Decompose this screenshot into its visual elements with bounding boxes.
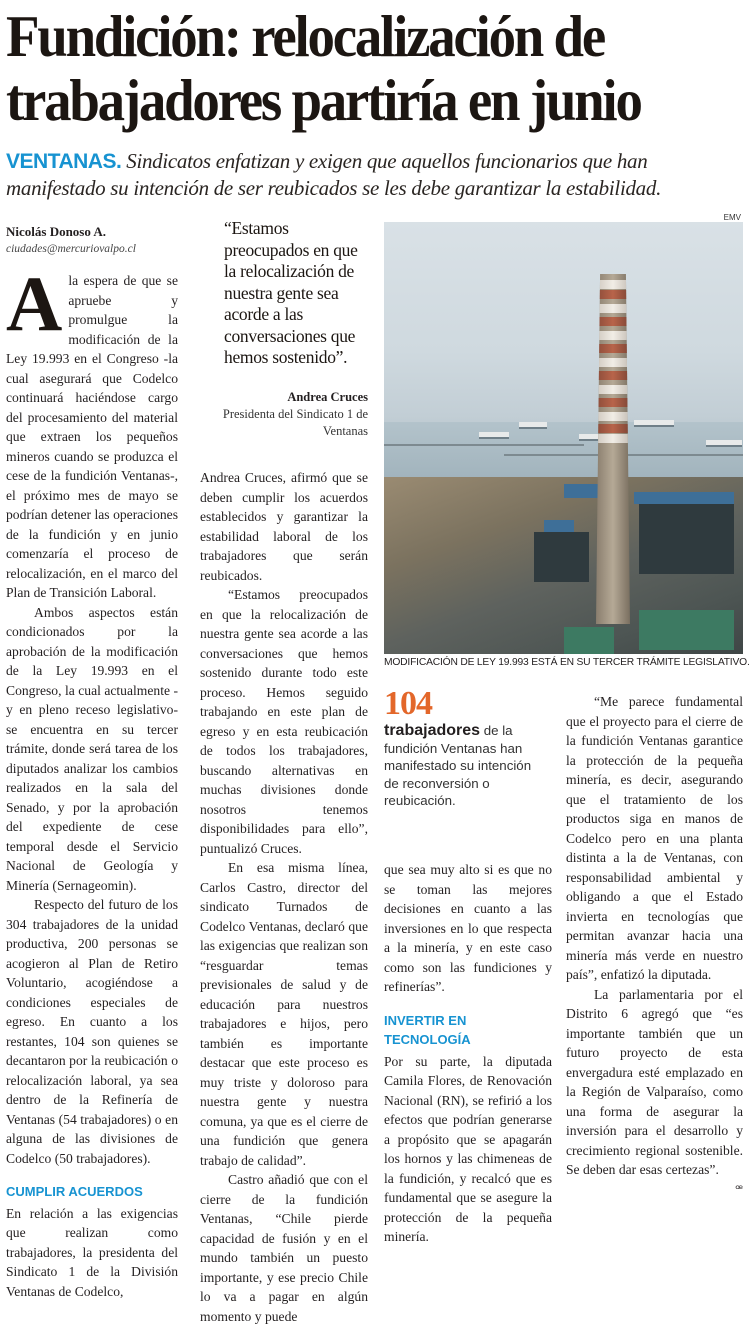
column-1: [6, 223, 178, 1301]
deck-text: Sindicatos enfatizan y exigen que aquellos funcionarios que han manifestado su intención de ser reubicados se les debe garantizar la estabilidad.: [6, 149, 662, 200]
headline-line-1: Fundición: relocalización de: [6, 3, 604, 69]
column-4: [566, 692, 743, 1199]
photo-building: [544, 520, 574, 532]
stat-text: [384, 722, 549, 810]
pull-quote-role: Presidenta del Sindicato 1 de Ventanas: [222, 406, 368, 438]
chimney-band: [596, 358, 630, 367]
body-paragraph: [566, 985, 743, 1196]
deck-kicker: VENTANAS.: [6, 150, 122, 173]
body-paragraph-text: La parlamentaria por el Distrito 6 agregó que “es importante también que un futuro proyecto de esta envergadura esté emplazado en la Región de Valparaíso, como una forma de asegurar la inversión para el desarrollo y crecimiento regional sostenible. Se deben dar esas certezas”.: [566, 986, 743, 1177]
photo-sea: [384, 422, 743, 477]
body-paragraph: Ambos aspectos están condicionados por la aprobación de la modificación de la Ley 19.993 en el Congreso, la cual actualmente -y en pleno receso legislativo- se encuentra en su tercer trámite, donde será tarea de los diputados analizar los cambios realizados en la sala del Senado, y por la aprobación del expediente de cese temporal desde el Servicio Nacional de Geología y Minería (Sernageomin).: [6, 604, 178, 893]
chimney-band: [596, 331, 630, 340]
byline-name: Nicolás Donoso A.: [6, 224, 107, 239]
photo-pier: [384, 444, 584, 446]
smelter-photo: [384, 222, 743, 654]
chimney-band: [596, 280, 630, 289]
body-paragraph: “Me parece fundamental que el proyecto para el cierre de la fundición Ventanas garantice la protección de la pequeña minería, es decir, asegurando que el tratamiento de los productos siga en manos de Codelco pero en una planta distinta a la de Ventanas, con responsabilidad ambiental y obligando a que el Estado invierta en tecnologías que permitan avanzar hacia una minería más verde en nuestro país”, enfatizó la diputada.: [566, 694, 743, 982]
dropcap: A: [6, 260, 63, 347]
chimney-band: [596, 317, 630, 326]
chimney-band: [596, 385, 630, 394]
photo-building: [639, 610, 734, 650]
photo-credit: EMV: [723, 213, 741, 222]
body-paragraph: En esa misma línea, Carlos Castro, director del sindicato Turnados de Codelco Ventanas, declaró que las exigencias que realizan son “resguardar temas previsionales de salud y de educación para nuestros trabajadores e hijos, pero también es importante destacar que este proceso es muy triste y doloroso para nuestra gente y nuestra comuna, ya que es el cierre de una fundición que genera trabajo de calidad”.: [200, 860, 368, 1168]
pull-quote-name: Andrea Cruces: [287, 389, 368, 404]
photo-building: [634, 492, 734, 504]
photo-building: [639, 504, 734, 574]
body-paragraph: que sea muy alto si es que no se toman las mejores decisiones en cuanto a las inversiones en lo que respecta a la minería, y en este caso como son las fundiciones y refinerías”.: [384, 862, 552, 994]
chimney: [596, 274, 630, 624]
headline: [6, 4, 699, 132]
body-paragraph: “Estamos preocupados en que la relocalización de nuestra gente sea acorde a las conversaciones que hemos sostenido durante todo este proceso. Hemos seguido trabajando en este plan de egreso y en esta reubicación de todos los trabajadores, buscando alternativas en muchas divisiones donde nosotros tenemos disponibilidades para ello”, puntualizó Cruces.: [200, 587, 368, 856]
subhead-invertir-en-tecnologia: INVERTIR EN TECNOLOGÍA: [384, 1012, 471, 1047]
photo-ship: [519, 422, 547, 429]
deck: [6, 148, 751, 201]
body-paragraph: la espera de que se apruebe y promulgue la modificación de la Ley 19.993 en el Congreso -la cual asegurará que Codelco continuará haciéndose cargo del procesamiento del material que extraen los pequeños mineros cuando se produzca el cese de la fundición Ventanas-, el próximo mes de mayo se podrían detener las operaciones de la fundición y en junio comenzaría el proceso de relocalización, en el marco del Plan de Transición Laboral.: [6, 273, 178, 600]
stat-callout: [384, 686, 549, 810]
chimney-band: [596, 424, 630, 433]
chimney-band: [596, 434, 630, 443]
body-paragraph: Respecto del futuro de los 304 trabajadores de la unidad productiva, 200 personas se acogieron al Plan de Retiro Voluntario, acogiéndose a condiciones especiales de egreso. En cuanto a los restantes, 104 son quienes se decantaron por la reubicación o relocalización laboral, ya sea dentro de la Refinería de Ventanas (54 trabajadores) o en alguna de las divisiones de Codelco (50 trabajadores).: [6, 897, 178, 1166]
photo-ship: [706, 440, 742, 447]
stat-label-rest: de la fundición Ventanas han manifestado su intención de reconversión o reubicación.: [384, 723, 532, 808]
stat-number: 104: [384, 685, 432, 722]
chimney-band: [596, 304, 630, 313]
pull-quote-block: [200, 218, 368, 440]
body-paragraph: Por su parte, la diputada Camila Flores, de Renovación Nacional (RN), se refirió a los efectos que podrían generarse a propósito que se apagarán los hornos y las chimeneas de la fundición, y recalcó que es fundamental que se asegure la protección de la pequeña minería.: [384, 1053, 552, 1244]
photo-caption: MODIFICACIÓN DE LEY 19.993 ESTÁ EN SU TERCER TRÁMITE LEGISLATIVO.: [384, 657, 750, 668]
byline-email: ciudades@mercuriovalpo.cl: [6, 243, 136, 255]
chimney-band: [596, 371, 630, 380]
chimney-band: [596, 290, 630, 299]
body-paragraph: En relación a las exigencias que realizan como trabajadores, la presidenta del Sindicato 1 de la División Ventanas de Codelco,: [6, 1205, 178, 1299]
subhead-cumplir-acuerdos: CUMPLIR ACUERDOS: [6, 1184, 143, 1199]
chimney-band: [596, 344, 630, 353]
photo-building: [534, 532, 589, 582]
photo-building: [564, 627, 614, 654]
photo-ship: [479, 432, 509, 439]
headline-line-2: trabajadores partiría en junio: [6, 67, 641, 133]
column-2: [200, 468, 368, 1326]
chimney-band: [596, 398, 630, 407]
end-mark-icon: ꟹ: [735, 1181, 743, 1196]
pull-quote-text: “Estamos preocupados en que la relocalización de nuestra gente sea acorde a las conversaciones que hemos sostenido”.: [224, 218, 358, 367]
body-paragraph: Castro añadió que con el cierre de la fundición Ventanas, “Chile pierde capacidad de fusión y en el mundo también un puesto importante, y ese precio Chile lo va a pagar en algún momento y puede: [200, 1172, 368, 1324]
column-3: [384, 860, 552, 1247]
photo-ship: [634, 420, 674, 427]
body-paragraph: Andrea Cruces, afirmó que se deben cumplir los acuerdos establecidos y garantizar la estabilidad laboral de los trabajadores que serán reubicados.: [200, 470, 368, 583]
stat-label-bold: trabajadores: [384, 722, 481, 739]
chimney-band: [596, 412, 630, 421]
